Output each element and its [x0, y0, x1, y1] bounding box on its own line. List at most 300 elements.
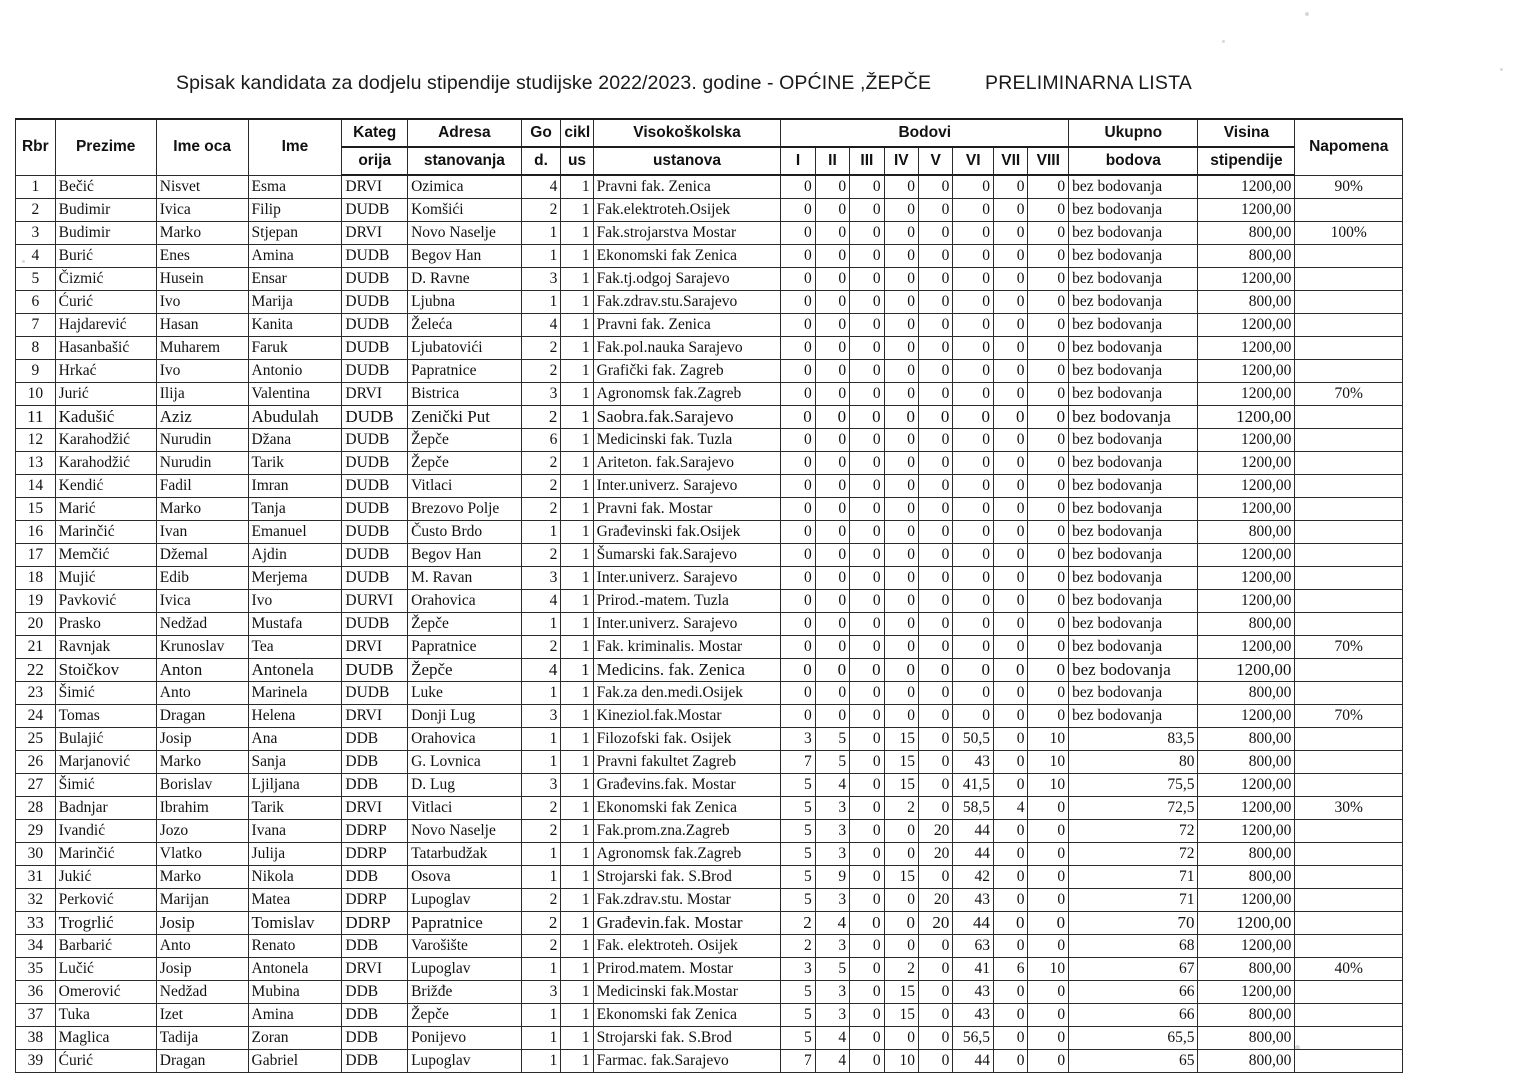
cell-bodovi-5: 0 — [918, 1050, 952, 1073]
cell-bodovi-2: 3 — [815, 797, 849, 820]
cell-bodovi-3: 0 — [850, 406, 884, 429]
cell-bodovi-4: 0 — [884, 682, 918, 705]
cell-kategorija: DDB — [342, 1050, 408, 1073]
cell-bodovi-4: 15 — [884, 728, 918, 751]
cell-napomena: 70% — [1295, 636, 1403, 659]
cell-visina-stipendije: 1200,00 — [1198, 498, 1295, 521]
cell-napomena — [1295, 613, 1403, 636]
table-row[interactable] — [16, 797, 1403, 820]
cell-ciklus: 1 — [561, 866, 593, 889]
cell-bodovi-6: 42 — [953, 866, 994, 889]
cell-visina-stipendije: 1200,00 — [1198, 360, 1295, 383]
cell-godina: 2 — [521, 406, 561, 429]
cell-bodovi-2: 0 — [815, 222, 849, 245]
cell-ime-oca: Ilija — [156, 383, 248, 406]
cell-bodovi-6: 0 — [953, 291, 994, 314]
cell-ime: Ana — [248, 728, 342, 751]
cell-ukupno-bodova: bez bodovanja — [1069, 406, 1198, 429]
cell-ukupno-bodova: bez bodovanja — [1069, 590, 1198, 613]
cell-bodovi-6: 0 — [953, 682, 994, 705]
cell-bodovi-8: 0 — [1028, 383, 1069, 406]
cell-rbr: 12 — [16, 429, 56, 452]
table-row[interactable] — [16, 820, 1403, 843]
cell-godina: 3 — [521, 268, 561, 291]
cell-bodovi-6: 50,5 — [953, 728, 994, 751]
cell-godina: 2 — [521, 337, 561, 360]
cell-bodovi-6: 0 — [953, 429, 994, 452]
cell-bodovi-4: 0 — [884, 659, 918, 682]
cell-ukupno-bodova: 70 — [1069, 912, 1198, 935]
cell-rbr: 14 — [16, 475, 56, 498]
cell-bodovi-8: 0 — [1028, 521, 1069, 544]
table-row[interactable] — [16, 866, 1403, 889]
cell-bodovi-7: 0 — [994, 452, 1028, 475]
table-row[interactable] — [16, 199, 1403, 222]
cell-ime: Antonio — [248, 360, 342, 383]
cell-bodovi-6: 43 — [953, 1004, 994, 1027]
cell-bodovi-6: 0 — [953, 590, 994, 613]
cell-godina: 2 — [521, 452, 561, 475]
cell-bodovi-6: 43 — [953, 981, 994, 1004]
cell-ime: Antonela — [248, 958, 342, 981]
cell-bodovi-7: 0 — [994, 1027, 1028, 1050]
col-header-godina-line2: d. — [521, 147, 561, 175]
cell-adresa: Papratnice — [408, 912, 522, 935]
cell-godina: 3 — [521, 774, 561, 797]
table-row[interactable] — [16, 175, 1403, 199]
cell-visina-stipendije: 1200,00 — [1198, 314, 1295, 337]
scan-artifact — [1305, 12, 1309, 16]
cell-ime-oca: Ivan — [156, 521, 248, 544]
cell-ciklus: 1 — [561, 360, 593, 383]
cell-bodovi-3: 0 — [850, 705, 884, 728]
table-row[interactable] — [16, 268, 1403, 291]
cell-ustanova: Inter.univerz. Sarajevo — [593, 613, 781, 636]
cell-rbr: 31 — [16, 866, 56, 889]
cell-prezime: Ivandić — [55, 820, 156, 843]
cell-bodovi-7: 0 — [994, 291, 1028, 314]
cell-napomena — [1295, 912, 1403, 935]
table-row[interactable] — [16, 567, 1403, 590]
cell-bodovi-2: 0 — [815, 199, 849, 222]
table-row[interactable] — [16, 728, 1403, 751]
cell-bodovi-8: 0 — [1028, 429, 1069, 452]
cell-ciklus: 1 — [561, 1050, 593, 1073]
cell-napomena — [1295, 268, 1403, 291]
cell-ciklus: 1 — [561, 659, 593, 682]
cell-bodovi-5: 0 — [918, 475, 952, 498]
cell-ime-oca: Tadija — [156, 1027, 248, 1050]
cell-ime-oca: Nurudin — [156, 452, 248, 475]
cell-bodovi-1: 2 — [781, 912, 815, 935]
cell-bodovi-7: 0 — [994, 337, 1028, 360]
table-row[interactable] — [16, 452, 1403, 475]
cell-ukupno-bodova: 68 — [1069, 935, 1198, 958]
cell-visina-stipendije: 1200,00 — [1198, 590, 1295, 613]
cell-bodovi-8: 0 — [1028, 406, 1069, 429]
cell-napomena — [1295, 1050, 1403, 1073]
table-row[interactable] — [16, 636, 1403, 659]
cell-bodovi-7: 0 — [994, 498, 1028, 521]
cell-visina-stipendije: 800,00 — [1198, 866, 1295, 889]
cell-ciklus: 1 — [561, 291, 593, 314]
cell-bodovi-7: 0 — [994, 314, 1028, 337]
cell-ciklus: 1 — [561, 314, 593, 337]
cell-ustanova: Fak.prom.zna.Zagreb — [593, 820, 781, 843]
cell-ime-oca: Džemal — [156, 544, 248, 567]
cell-ukupno-bodova: 72 — [1069, 843, 1198, 866]
cell-rbr: 32 — [16, 889, 56, 912]
cell-bodovi-4: 0 — [884, 175, 918, 199]
cell-bodovi-8: 0 — [1028, 452, 1069, 475]
cell-bodovi-6: 58,5 — [953, 797, 994, 820]
cell-ukupno-bodova: 65 — [1069, 1050, 1198, 1073]
table-row[interactable] — [16, 751, 1403, 774]
cell-adresa: Žepče — [408, 452, 522, 475]
table-row[interactable] — [16, 498, 1403, 521]
cell-bodovi-6: 0 — [953, 636, 994, 659]
cell-kategorija: DDB — [342, 935, 408, 958]
cell-bodovi-8: 0 — [1028, 682, 1069, 705]
cell-godina: 3 — [521, 567, 561, 590]
cell-ciklus: 1 — [561, 268, 593, 291]
cell-ukupno-bodova: bez bodovanja — [1069, 245, 1198, 268]
cell-prezime: Čizmić — [55, 268, 156, 291]
cell-bodovi-1: 0 — [781, 659, 815, 682]
cell-bodovi-5: 0 — [918, 567, 952, 590]
cell-bodovi-7: 0 — [994, 636, 1028, 659]
cell-bodovi-4: 0 — [884, 268, 918, 291]
table-row[interactable] — [16, 1050, 1403, 1073]
table-row[interactable] — [16, 682, 1403, 705]
cell-rbr: 3 — [16, 222, 56, 245]
cell-ciklus: 1 — [561, 682, 593, 705]
cell-ime: Amina — [248, 245, 342, 268]
table-row[interactable] — [16, 406, 1403, 429]
cell-ciklus: 1 — [561, 1027, 593, 1050]
cell-bodovi-8: 0 — [1028, 659, 1069, 682]
cell-godina: 2 — [521, 199, 561, 222]
cell-kategorija: DDB — [342, 1004, 408, 1027]
cell-prezime: Trogrlić — [55, 912, 156, 935]
table-row[interactable] — [16, 383, 1403, 406]
cell-prezime: Marić — [55, 498, 156, 521]
cell-ustanova: Inter.univerz. Sarajevo — [593, 567, 781, 590]
cell-bodovi-2: 0 — [815, 682, 849, 705]
table-row[interactable] — [16, 360, 1403, 383]
cell-godina: 4 — [521, 659, 561, 682]
cell-ime-oca: Husein — [156, 268, 248, 291]
cell-prezime: Jukić — [55, 866, 156, 889]
table-row[interactable] — [16, 889, 1403, 912]
cell-ime-oca: Marko — [156, 866, 248, 889]
cell-bodovi-7: 0 — [994, 590, 1028, 613]
cell-bodovi-7: 0 — [994, 406, 1028, 429]
cell-visina-stipendije: 800,00 — [1198, 521, 1295, 544]
cell-kategorija: DRVI — [342, 958, 408, 981]
cell-adresa: Brižđe — [408, 981, 522, 1004]
cell-bodovi-5: 0 — [918, 521, 952, 544]
cell-bodovi-3: 0 — [850, 1004, 884, 1027]
cell-kategorija: DURVI — [342, 590, 408, 613]
cell-ime: Mustafa — [248, 613, 342, 636]
table-row[interactable] — [16, 521, 1403, 544]
cell-ustanova: Medicins. fak. Zenica — [593, 659, 781, 682]
cell-bodovi-6: 44 — [953, 843, 994, 866]
cell-bodovi-6: 41 — [953, 958, 994, 981]
cell-bodovi-8: 0 — [1028, 820, 1069, 843]
cell-bodovi-4: 0 — [884, 912, 918, 935]
cell-bodovi-2: 4 — [815, 912, 849, 935]
cell-visina-stipendije: 1200,00 — [1198, 820, 1295, 843]
table-row[interactable] — [16, 1027, 1403, 1050]
cell-ustanova: Građevin.fak. Mostar — [593, 912, 781, 935]
cell-ustanova: Farmac. fak.Sarajevo — [593, 1050, 781, 1073]
cell-adresa: Novo Naselje — [408, 820, 522, 843]
table-body — [16, 175, 1403, 1073]
cell-bodovi-4: 0 — [884, 406, 918, 429]
cell-ciklus: 1 — [561, 175, 593, 199]
cell-bodovi-1: 0 — [781, 567, 815, 590]
cell-bodovi-5: 0 — [918, 383, 952, 406]
cell-adresa: Orahovica — [408, 590, 522, 613]
cell-rbr: 6 — [16, 291, 56, 314]
cell-ciklus: 1 — [561, 728, 593, 751]
cell-ime: Matea — [248, 889, 342, 912]
cell-ukupno-bodova: bez bodovanja — [1069, 682, 1198, 705]
cell-rbr: 11 — [16, 406, 56, 429]
cell-bodovi-4: 15 — [884, 774, 918, 797]
cell-visina-stipendije: 800,00 — [1198, 751, 1295, 774]
table-row[interactable] — [16, 1004, 1403, 1027]
cell-kategorija: DRVI — [342, 222, 408, 245]
cell-bodovi-1: 0 — [781, 705, 815, 728]
cell-ime-oca: Ibrahim — [156, 797, 248, 820]
cell-bodovi-5: 0 — [918, 222, 952, 245]
cell-ustanova: Inter.univerz. Sarajevo — [593, 475, 781, 498]
cell-bodovi-6: 0 — [953, 383, 994, 406]
cell-kategorija: DDRP — [342, 889, 408, 912]
table-row[interactable] — [16, 843, 1403, 866]
table-row[interactable] — [16, 314, 1403, 337]
col-header-ukupno-line2: bodova — [1069, 147, 1198, 175]
cell-bodovi-4: 0 — [884, 843, 918, 866]
table-row[interactable] — [16, 935, 1403, 958]
table-row[interactable] — [16, 958, 1403, 981]
cell-ime: Ljiljana — [248, 774, 342, 797]
cell-rbr: 15 — [16, 498, 56, 521]
cell-ustanova: Pravni fak. Zenica — [593, 314, 781, 337]
cell-bodovi-8: 0 — [1028, 1004, 1069, 1027]
cell-prezime: Budimir — [55, 222, 156, 245]
cell-bodovi-1: 5 — [781, 866, 815, 889]
cell-bodovi-8: 0 — [1028, 797, 1069, 820]
table-row[interactable] — [16, 429, 1403, 452]
cell-ciklus: 1 — [561, 452, 593, 475]
col-header-ukupno-line1: Ukupno — [1069, 119, 1198, 147]
cell-adresa: Varošište — [408, 935, 522, 958]
cell-bodovi-2: 3 — [815, 935, 849, 958]
cell-ustanova: Ekonomski fak Zenica — [593, 245, 781, 268]
cell-bodovi-5: 0 — [918, 774, 952, 797]
cell-bodovi-2: 3 — [815, 889, 849, 912]
table-row[interactable] — [16, 475, 1403, 498]
cell-prezime: Bulajić — [55, 728, 156, 751]
cell-ciklus: 1 — [561, 935, 593, 958]
cell-visina-stipendije: 1200,00 — [1198, 429, 1295, 452]
cell-bodovi-3: 0 — [850, 199, 884, 222]
cell-ime: Antonela — [248, 659, 342, 682]
cell-rbr: 7 — [16, 314, 56, 337]
cell-ciklus: 1 — [561, 199, 593, 222]
cell-godina: 1 — [521, 1027, 561, 1050]
cell-napomena — [1295, 866, 1403, 889]
cell-ukupno-bodova: bez bodovanja — [1069, 498, 1198, 521]
cell-kategorija: DUDB — [342, 613, 408, 636]
cell-kategorija: DDB — [342, 866, 408, 889]
cell-adresa: Ponijevo — [408, 1027, 522, 1050]
cell-bodovi-1: 0 — [781, 406, 815, 429]
col-header-ciklus-line2: us — [561, 147, 593, 175]
cell-visina-stipendije: 1200,00 — [1198, 268, 1295, 291]
cell-bodovi-5: 0 — [918, 544, 952, 567]
cell-prezime: Marinčić — [55, 521, 156, 544]
cell-ustanova: Medicinski fak.Mostar — [593, 981, 781, 1004]
cell-visina-stipendije: 800,00 — [1198, 843, 1295, 866]
cell-bodovi-7: 0 — [994, 521, 1028, 544]
table-row[interactable] — [16, 590, 1403, 613]
cell-ukupno-bodova: bez bodovanja — [1069, 268, 1198, 291]
table-row[interactable] — [16, 337, 1403, 360]
cell-rbr: 19 — [16, 590, 56, 613]
cell-bodovi-2: 0 — [815, 567, 849, 590]
cell-kategorija: DDB — [342, 981, 408, 1004]
cell-kategorija: DUDB — [342, 199, 408, 222]
cell-bodovi-5: 0 — [918, 935, 952, 958]
col-header-ustanova-line1: Visokoškolska — [593, 119, 781, 147]
cell-napomena — [1295, 774, 1403, 797]
table-row[interactable] — [16, 222, 1403, 245]
table-row[interactable] — [16, 613, 1403, 636]
cell-rbr: 26 — [16, 751, 56, 774]
col-header-bodovi-2: II — [815, 147, 849, 175]
cell-bodovi-1: 0 — [781, 544, 815, 567]
table-row[interactable] — [16, 659, 1403, 682]
cell-bodovi-3: 0 — [850, 268, 884, 291]
cell-prezime: Kadušić — [55, 406, 156, 429]
cell-adresa: Begov Han — [408, 544, 522, 567]
cell-bodovi-6: 0 — [953, 406, 994, 429]
cell-napomena — [1295, 1027, 1403, 1050]
cell-prezime: Hasanbašić — [55, 337, 156, 360]
cell-bodovi-1: 0 — [781, 337, 815, 360]
col-header-kategorija-line2: orija — [342, 147, 408, 175]
cell-bodovi-4: 0 — [884, 1027, 918, 1050]
cell-prezime: Bečić — [55, 175, 156, 199]
cell-bodovi-4: 0 — [884, 475, 918, 498]
cell-bodovi-8: 0 — [1028, 889, 1069, 912]
cell-napomena — [1295, 429, 1403, 452]
cell-bodovi-4: 15 — [884, 751, 918, 774]
cell-bodovi-6: 0 — [953, 245, 994, 268]
cell-napomena — [1295, 498, 1403, 521]
cell-bodovi-6: 56,5 — [953, 1027, 994, 1050]
cell-bodovi-2: 0 — [815, 383, 849, 406]
cell-napomena — [1295, 590, 1403, 613]
col-header-ciklus-line1: cikl — [561, 119, 593, 147]
cell-bodovi-1: 5 — [781, 843, 815, 866]
cell-bodovi-4: 0 — [884, 613, 918, 636]
cell-visina-stipendije: 1200,00 — [1198, 912, 1295, 935]
cell-kategorija: DRVI — [342, 383, 408, 406]
cell-bodovi-4: 0 — [884, 636, 918, 659]
cell-bodovi-4: 15 — [884, 1004, 918, 1027]
cell-ustanova: Pravni fak. Mostar — [593, 498, 781, 521]
cell-rbr: 36 — [16, 981, 56, 1004]
cell-ime-oca: Krunoslav — [156, 636, 248, 659]
cell-rbr: 33 — [16, 912, 56, 935]
cell-bodovi-4: 0 — [884, 705, 918, 728]
table-row[interactable] — [16, 774, 1403, 797]
table-row[interactable] — [16, 705, 1403, 728]
cell-napomena — [1295, 682, 1403, 705]
cell-bodovi-3: 0 — [850, 1050, 884, 1073]
cell-kategorija: DUDB — [342, 337, 408, 360]
cell-prezime: Badnjar — [55, 797, 156, 820]
cell-visina-stipendije: 1200,00 — [1198, 705, 1295, 728]
cell-ime: Marija — [248, 291, 342, 314]
cell-ustanova: Fak.strojarstva Mostar — [593, 222, 781, 245]
col-header-bodovi-8: VIII — [1028, 147, 1069, 175]
cell-ime-oca: Vlatko — [156, 843, 248, 866]
cell-bodovi-3: 0 — [850, 843, 884, 866]
cell-bodovi-4: 0 — [884, 889, 918, 912]
cell-ciklus: 1 — [561, 498, 593, 521]
cell-bodovi-7: 0 — [994, 475, 1028, 498]
cell-bodovi-5: 0 — [918, 866, 952, 889]
cell-godina: 2 — [521, 475, 561, 498]
cell-adresa: D. Lug — [408, 774, 522, 797]
cell-bodovi-4: 0 — [884, 360, 918, 383]
cell-ime-oca: Nedžad — [156, 613, 248, 636]
table-row[interactable] — [16, 245, 1403, 268]
cell-ustanova: Fak.za den.medi.Osijek — [593, 682, 781, 705]
cell-ime: Helena — [248, 705, 342, 728]
cell-visina-stipendije: 1200,00 — [1198, 567, 1295, 590]
cell-bodovi-1: 2 — [781, 935, 815, 958]
table-row[interactable] — [16, 981, 1403, 1004]
cell-adresa: Žepče — [408, 429, 522, 452]
cell-godina: 1 — [521, 866, 561, 889]
cell-prezime: Maglica — [55, 1027, 156, 1050]
table-row[interactable] — [16, 544, 1403, 567]
cell-adresa: Lupoglav — [408, 958, 522, 981]
cell-rbr: 9 — [16, 360, 56, 383]
cell-ustanova: Fak.elektroteh.Osijek — [593, 199, 781, 222]
cell-kategorija: DRVI — [342, 797, 408, 820]
table-row[interactable] — [16, 291, 1403, 314]
cell-ime-oca: Jozo — [156, 820, 248, 843]
cell-bodovi-8: 0 — [1028, 590, 1069, 613]
cell-bodovi-1: 0 — [781, 452, 815, 475]
cell-ciklus: 1 — [561, 590, 593, 613]
col-header-ime-oca: Ime oca — [156, 119, 248, 175]
cell-visina-stipendije: 1200,00 — [1198, 935, 1295, 958]
cell-ukupno-bodova: bez bodovanja — [1069, 222, 1198, 245]
table-row[interactable] — [16, 912, 1403, 935]
cell-ustanova: Filozofski fak. Osijek — [593, 728, 781, 751]
cell-rbr: 13 — [16, 452, 56, 475]
